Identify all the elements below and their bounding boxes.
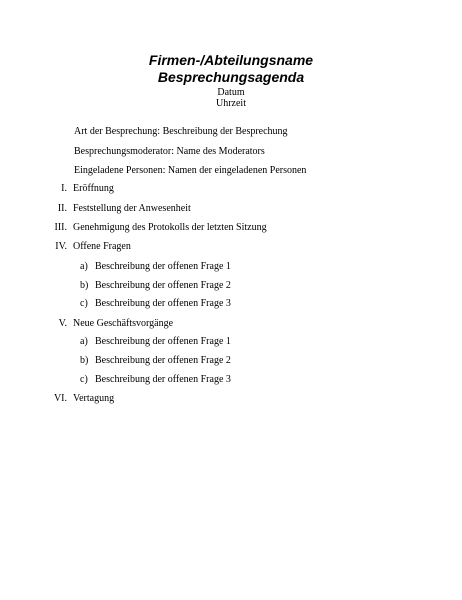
agenda-subitem: Beschreibung der offenen Frage 3 — [95, 298, 231, 309]
agenda-subitem-letter: b) — [80, 355, 89, 366]
agenda-item-number: II. — [57, 203, 67, 214]
agenda-subitem: Beschreibung der offenen Frage 2 — [95, 355, 231, 366]
agenda-item-opening: Eröffnung — [73, 183, 114, 194]
agenda-item-number: V. — [58, 318, 67, 329]
agenda-subitem-letter: c) — [80, 374, 88, 385]
agenda-subitem-letter: a) — [80, 261, 88, 272]
agenda-item-new-business: Neue Geschäftsvorgänge — [73, 318, 174, 329]
meeting-invitees: Eingeladene Personen: Namen der eingeladenen Personen — [74, 165, 307, 176]
agenda-item-minutes-approval: Genehmigung des Protokolls der letzten Sitzung — [73, 222, 267, 233]
agenda-subitem-letter: b) — [80, 280, 89, 291]
meeting-time: Uhrzeit — [216, 98, 246, 109]
agenda-subitem-letter: c) — [80, 298, 88, 309]
agenda-item-number: I. — [61, 183, 67, 194]
agenda-subitem: Beschreibung der offenen Frage 2 — [95, 280, 231, 291]
agenda-item-open-questions: Offene Fragen — [73, 241, 131, 252]
agenda-item-attendance: Feststellung der Anwesenheit — [73, 203, 191, 214]
company-name: Firmen-/Abteilungsname — [148, 52, 314, 68]
agenda-subitem: Beschreibung der offenen Frage 1 — [95, 261, 231, 272]
agenda-item-number: IV. — [55, 241, 67, 252]
meeting-type: Art der Besprechung: Beschreibung der Besprechung — [74, 126, 288, 137]
agenda-subitem: Beschreibung der offenen Frage 1 — [95, 336, 231, 347]
document-title: Besprechungsagenda — [157, 69, 305, 85]
meeting-moderator: Besprechungsmoderator: Name des Moderators — [74, 146, 265, 157]
agenda-item-number: VI. — [53, 393, 67, 404]
agenda-subitem-letter: a) — [80, 336, 88, 347]
meeting-date: Datum — [217, 87, 245, 98]
agenda-item-number: III. — [54, 222, 67, 233]
agenda-subitem: Beschreibung der offenen Frage 3 — [95, 374, 231, 385]
agenda-item-adjournment: Vertagung — [73, 393, 115, 404]
